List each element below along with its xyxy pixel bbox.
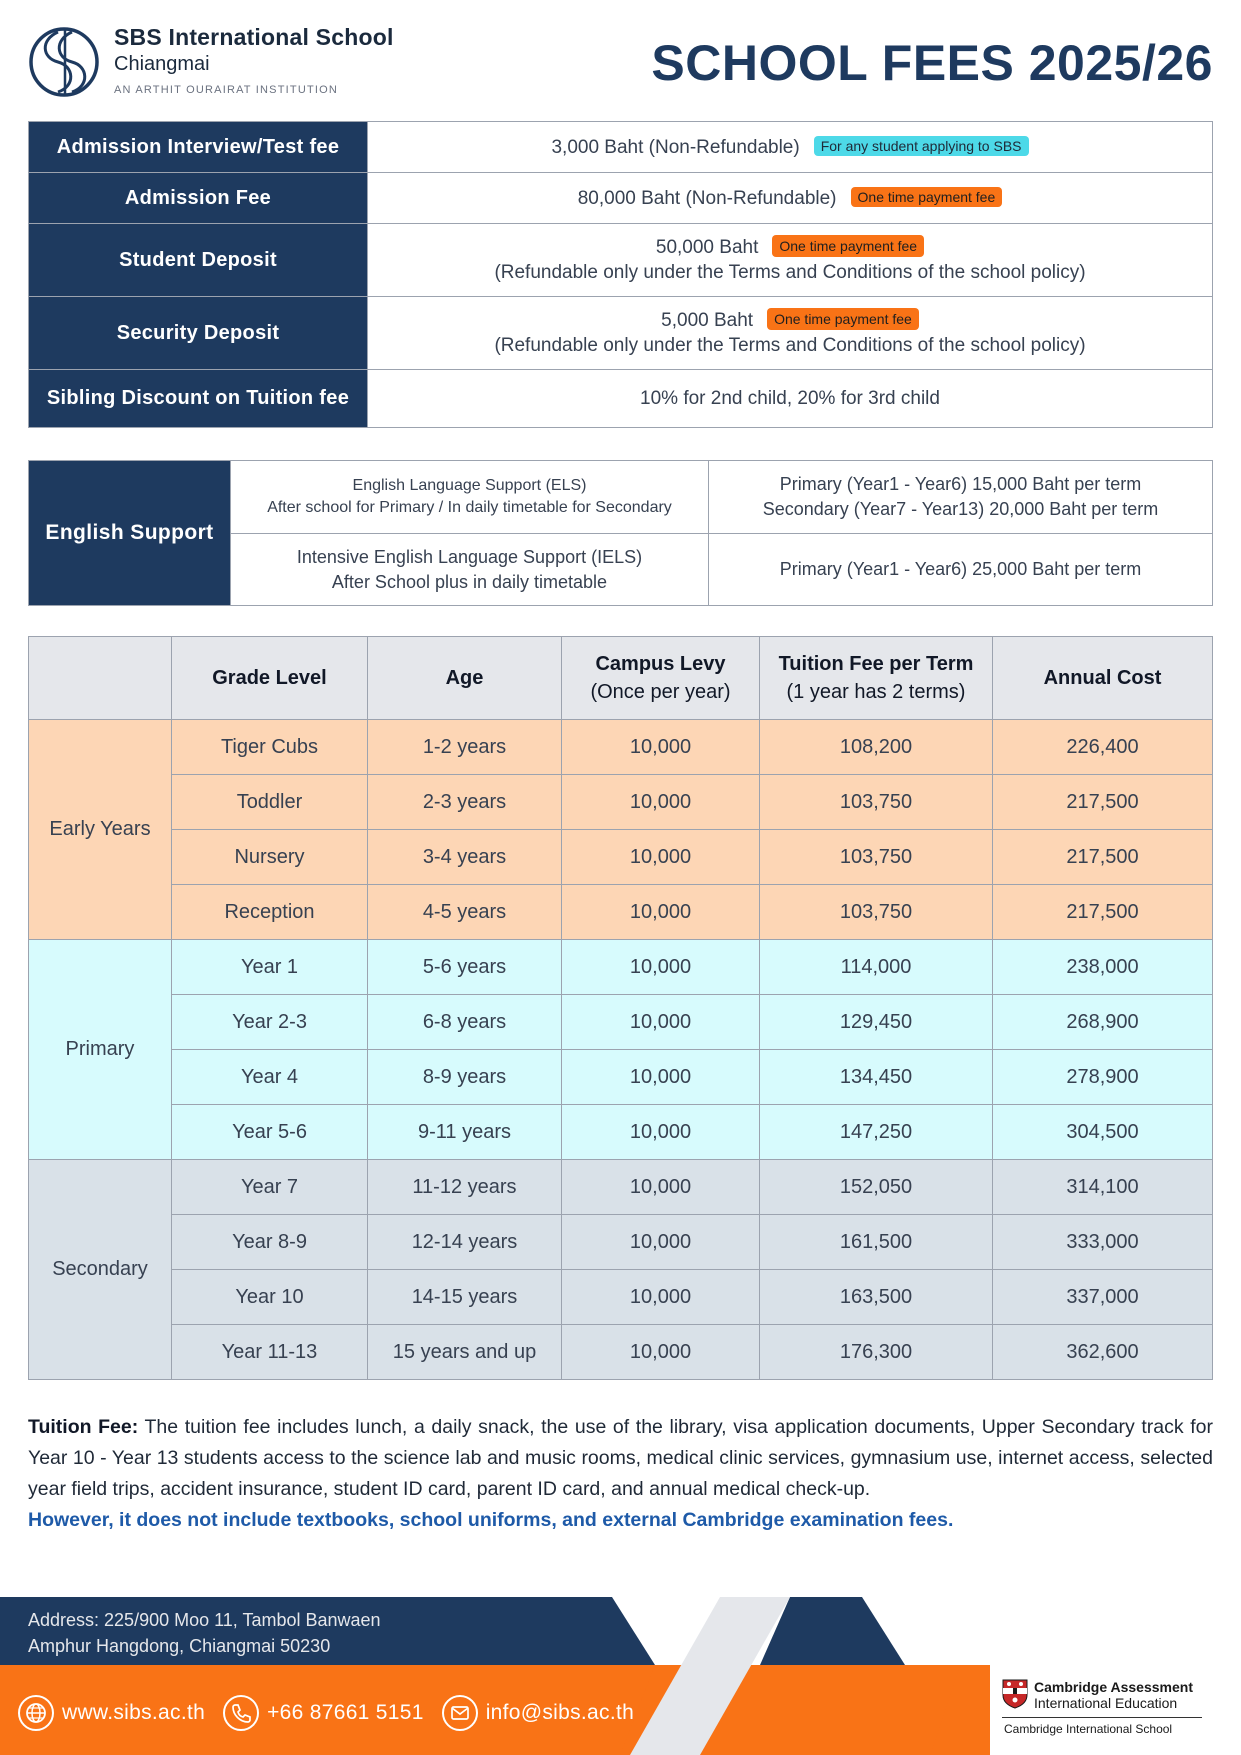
support-desc xyxy=(231,534,709,606)
table-row xyxy=(29,885,1213,940)
group-label: Secondary xyxy=(29,1160,172,1380)
cambridge-subtitle: Cambridge International School xyxy=(1002,1717,1202,1736)
fee-label: Admission Fee xyxy=(29,173,368,224)
tuition-cell: 114,000 xyxy=(760,940,993,995)
table-row xyxy=(29,830,1213,885)
grade-cell: Year 8-9 xyxy=(172,1215,368,1270)
table-row xyxy=(29,720,1213,775)
levy-cell: 10,000 xyxy=(562,1325,760,1380)
age-cell: 14-15 years xyxy=(368,1270,562,1325)
grade-cell: Nursery xyxy=(172,830,368,885)
header-blank xyxy=(29,637,172,720)
email-link[interactable]: info@sibs.ac.th xyxy=(485,1701,635,1724)
grade-cell: Year 10 xyxy=(172,1270,368,1325)
levy-cell: 10,000 xyxy=(562,720,760,775)
fee-value-cell xyxy=(368,370,1213,428)
table-row xyxy=(29,461,1213,534)
grade-cell: Reception xyxy=(172,885,368,940)
support-desc xyxy=(231,461,709,534)
annual-cell: 362,600 xyxy=(993,1325,1213,1380)
header-tuition xyxy=(760,637,993,720)
email-contact[interactable] xyxy=(442,1695,634,1731)
table-row xyxy=(29,297,1213,370)
annual-cell: 217,500 xyxy=(993,885,1213,940)
annual-cell: 217,500 xyxy=(993,775,1213,830)
fee-value-cell xyxy=(368,224,1213,297)
website-link[interactable]: www.sibs.ac.th xyxy=(62,1701,206,1724)
age-cell: 15 years and up xyxy=(368,1325,562,1380)
age-cell: 2-3 years xyxy=(368,775,562,830)
age-cell: 3-4 years xyxy=(368,830,562,885)
address-line: Address: 225/900 Moo 11, Tambol Banwaen xyxy=(28,1610,381,1630)
table-row xyxy=(29,370,1213,428)
contact-list xyxy=(18,1695,652,1731)
annual-cell: 217,500 xyxy=(993,830,1213,885)
institution-tagline: AN ARTHIT OURAIRAT INSTITUTION xyxy=(114,84,339,96)
tuition-cell: 103,750 xyxy=(760,885,993,940)
header-tuition-sub: (1 year has 2 terms) xyxy=(786,681,966,703)
table-row xyxy=(29,940,1213,995)
header-tuition-title: Tuition Fee per Term xyxy=(778,653,974,675)
tuition-cell: 163,500 xyxy=(760,1270,993,1325)
tuition-cell: 161,500 xyxy=(760,1215,993,1270)
age-cell: 11-12 years xyxy=(368,1160,562,1215)
fee-value: 50,000 Baht xyxy=(655,236,759,258)
levy-cell: 10,000 xyxy=(562,1105,760,1160)
table-row xyxy=(29,995,1213,1050)
address xyxy=(28,1607,381,1659)
annual-cell: 238,000 xyxy=(993,940,1213,995)
tuition-cell: 108,200 xyxy=(760,720,993,775)
annual-cell: 314,100 xyxy=(993,1160,1213,1215)
phone-link[interactable]: +66 87661 5151 xyxy=(267,1701,424,1724)
cambridge-logo xyxy=(1002,1679,1202,1736)
notes-text: The tuition fee includes lunch, a daily snack, the use of the library, visa application documents, Upper Secondary track for Year 10 - Year 13 students access to the science lab and music rooms, medical clinic services, gymnasium use, internet access, selected year field trips, accident insurance, student ID card, parent ID card, and annual medical check-up. xyxy=(28,1416,1213,1500)
header-levy-title: Campus Levy xyxy=(595,653,726,675)
tuition-notes xyxy=(28,1412,1213,1536)
annual-cell: 268,900 xyxy=(993,995,1213,1050)
tuition-cell: 103,750 xyxy=(760,830,993,885)
levy-cell: 10,000 xyxy=(562,830,760,885)
levy-cell: 10,000 xyxy=(562,995,760,1050)
table-header-row xyxy=(29,637,1213,720)
school-name: SBS International School xyxy=(114,24,394,50)
support-desc-title: Intensive English Language Support (IELS) xyxy=(296,547,643,568)
fee-value: 80,000 Baht (Non-Refundable) xyxy=(577,187,837,209)
age-cell: 9-11 years xyxy=(368,1105,562,1160)
table-row xyxy=(29,1325,1213,1380)
school-logo-icon xyxy=(28,26,100,98)
annual-cell: 333,000 xyxy=(993,1215,1213,1270)
phone-contact[interactable] xyxy=(223,1695,424,1731)
grade-cell: Year 4 xyxy=(172,1050,368,1105)
age-cell: 1-2 years xyxy=(368,720,562,775)
cambridge-name: Cambridge Assessment xyxy=(1034,1679,1193,1695)
page-title: SCHOOL FEES 2025/26 xyxy=(651,35,1213,91)
notes-label: Tuition Fee: xyxy=(28,1416,139,1438)
annual-cell: 304,500 xyxy=(993,1105,1213,1160)
phone-icon xyxy=(223,1695,259,1731)
tuition-cell: 103,750 xyxy=(760,775,993,830)
header-levy xyxy=(562,637,760,720)
grade-cell: Year 7 xyxy=(172,1160,368,1215)
age-cell: 6-8 years xyxy=(368,995,562,1050)
fee-value-cell xyxy=(368,297,1213,370)
fee-value-cell xyxy=(368,173,1213,224)
fee-value: 10% for 2nd child, 20% for 3rd child xyxy=(640,387,940,409)
levy-cell: 10,000 xyxy=(562,940,760,995)
tuition-cell: 176,300 xyxy=(760,1325,993,1380)
support-desc-title: English Language Support (ELS) xyxy=(352,477,587,495)
table-row xyxy=(29,1215,1213,1270)
header-levy-sub: (Once per year) xyxy=(590,681,731,703)
levy-cell: 10,000 xyxy=(562,885,760,940)
grade-cell: Year 5-6 xyxy=(172,1105,368,1160)
support-price-line: Primary (Year1 - Year6) 15,000 Baht per term xyxy=(779,473,1142,494)
table-row xyxy=(29,775,1213,830)
website-contact[interactable] xyxy=(18,1695,205,1731)
fee-value: 5,000 Baht xyxy=(661,309,754,331)
support-desc-detail: After School plus in daily timetable xyxy=(331,571,608,592)
age-cell: 8-9 years xyxy=(368,1050,562,1105)
group-label: Primary xyxy=(29,940,172,1160)
fee-badge: One time payment fee xyxy=(767,308,919,330)
footer xyxy=(0,1597,1241,1755)
support-desc-detail: After school for Primary / In daily timetable for Secondary xyxy=(267,499,672,516)
grade-cell: Year 2-3 xyxy=(172,995,368,1050)
levy-cell: 10,000 xyxy=(562,1215,760,1270)
table-row xyxy=(29,224,1213,297)
header-age: Age xyxy=(368,637,562,720)
fee-note: (Refundable only under the Terms and Conditions of the school policy) xyxy=(494,334,1086,356)
levy-cell: 10,000 xyxy=(562,1270,760,1325)
fee-note: (Refundable only under the Terms and Conditions of the school policy) xyxy=(494,261,1086,283)
fee-badge: One time payment fee xyxy=(851,187,1003,207)
table-row xyxy=(29,1050,1213,1105)
fee-badge: One time payment fee xyxy=(772,235,924,257)
english-support-table xyxy=(28,460,1213,606)
grade-cell: Toddler xyxy=(172,775,368,830)
header xyxy=(28,22,1213,102)
support-price xyxy=(709,461,1213,534)
age-cell: 5-6 years xyxy=(368,940,562,995)
fee-label: Student Deposit xyxy=(29,224,368,297)
header-annual: Annual Cost xyxy=(993,637,1213,720)
tuition-cell: 134,450 xyxy=(760,1050,993,1105)
table-row xyxy=(29,122,1213,173)
globe-icon xyxy=(18,1695,54,1731)
table-row xyxy=(29,1105,1213,1160)
header-grade: Grade Level xyxy=(172,637,368,720)
levy-cell: 10,000 xyxy=(562,1160,760,1215)
annual-cell: 226,400 xyxy=(993,720,1213,775)
age-cell: 4-5 years xyxy=(368,885,562,940)
english-support-label: English Support xyxy=(29,461,231,606)
cambridge-name: International Education xyxy=(1034,1695,1178,1711)
grade-fee-table xyxy=(28,636,1213,1380)
notes-highlight: However, it does not include textbooks, school uniforms, and external Cambridge examination fees. xyxy=(28,1509,954,1531)
fee-value-cell xyxy=(368,122,1213,173)
fee-badge: For any student applying to SBS xyxy=(814,136,1029,156)
grade-cell: Year 11-13 xyxy=(172,1325,368,1380)
table-row xyxy=(29,173,1213,224)
school-city: Chiangmai xyxy=(114,53,210,75)
address-line: Amphur Hangdong, Chiangmai 50230 xyxy=(28,1636,331,1656)
fees-table xyxy=(28,121,1213,428)
levy-cell: 10,000 xyxy=(562,1050,760,1105)
annual-cell: 337,000 xyxy=(993,1270,1213,1325)
fee-value: 3,000 Baht (Non-Refundable) xyxy=(551,136,800,158)
table-row xyxy=(29,1270,1213,1325)
logo-text xyxy=(114,24,394,96)
cambridge-shield-icon xyxy=(1002,1679,1028,1709)
tuition-cell: 147,250 xyxy=(760,1105,993,1160)
support-price-line: Secondary (Year7 - Year13) 20,000 Baht per term xyxy=(762,499,1159,519)
support-price xyxy=(709,534,1213,606)
tuition-cell: 152,050 xyxy=(760,1160,993,1215)
grade-cell: Tiger Cubs xyxy=(172,720,368,775)
age-cell: 12-14 years xyxy=(368,1215,562,1270)
fee-label: Admission Interview/Test fee xyxy=(29,122,368,173)
group-label: Early Years xyxy=(29,720,172,940)
support-price-line: Primary (Year1 - Year6) 25,000 Baht per term xyxy=(779,558,1142,579)
grade-cell: Year 1 xyxy=(172,940,368,995)
mail-icon xyxy=(442,1695,478,1731)
tuition-cell: 129,450 xyxy=(760,995,993,1050)
levy-cell: 10,000 xyxy=(562,775,760,830)
fee-label: Security Deposit xyxy=(29,297,368,370)
fee-label: Sibling Discount on Tuition fee xyxy=(29,370,368,428)
table-row xyxy=(29,1160,1213,1215)
annual-cell: 278,900 xyxy=(993,1050,1213,1105)
